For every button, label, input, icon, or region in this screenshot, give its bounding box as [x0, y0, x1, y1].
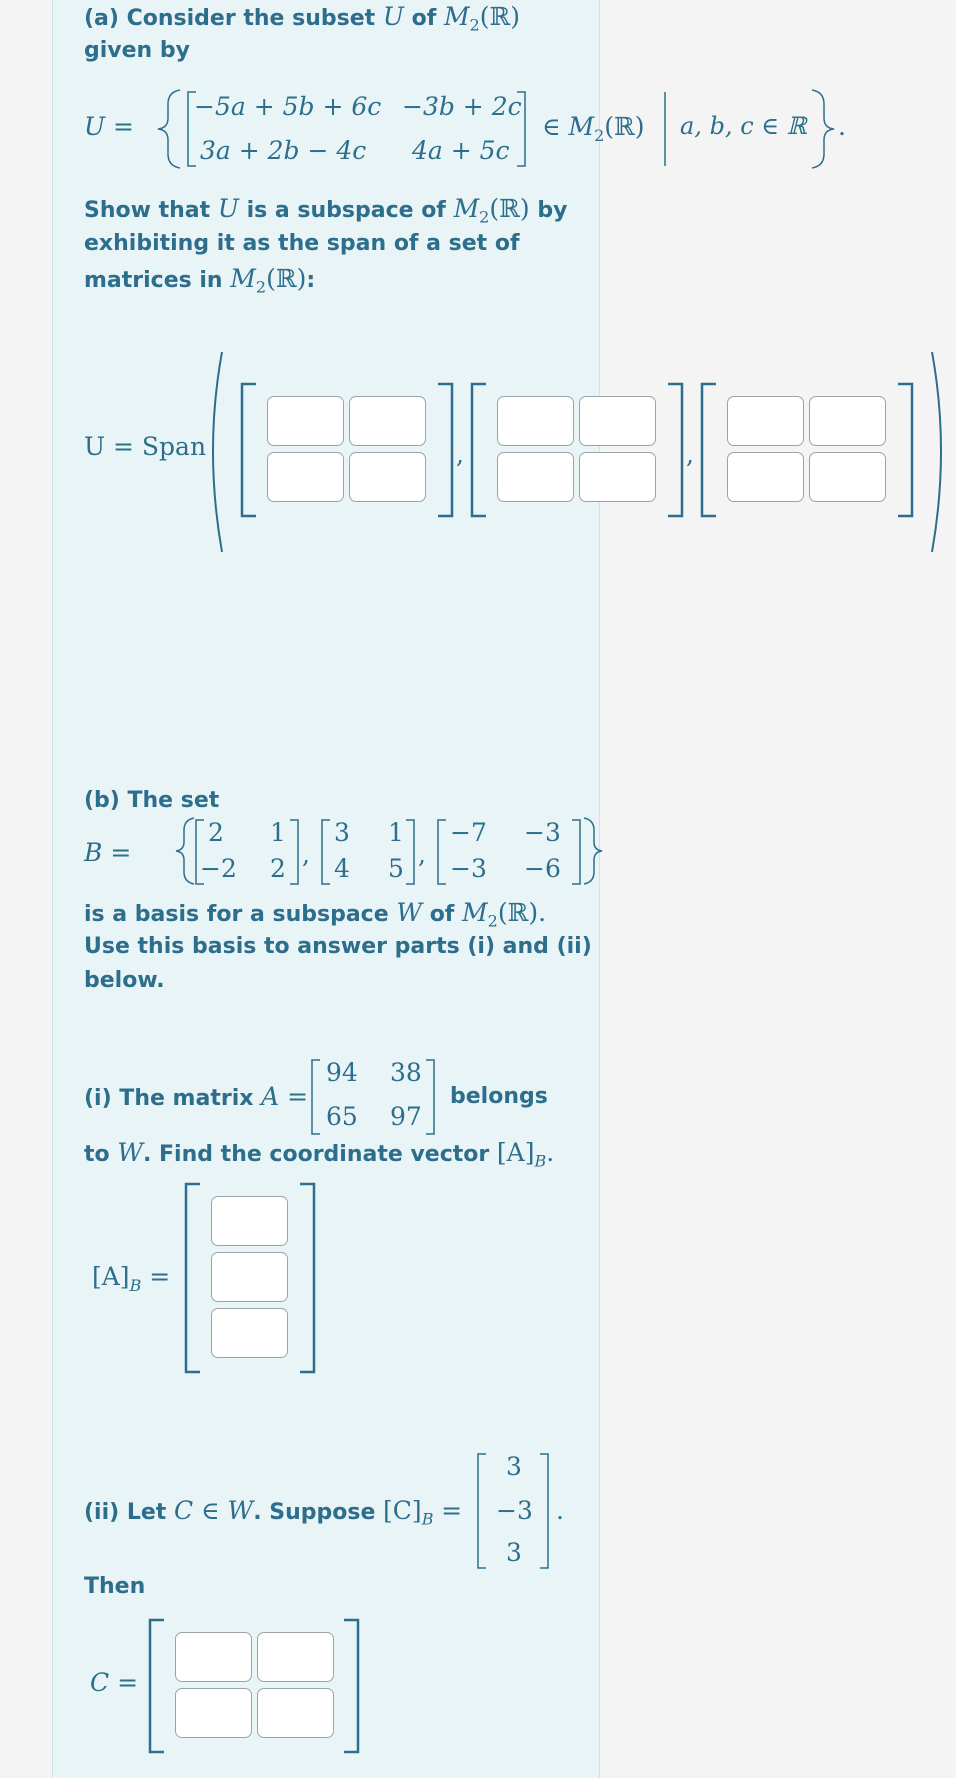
show-subspace-line-2: exhibiting it as the span of a set of: [84, 231, 520, 256]
part-b-intro: (b) The set: [84, 788, 220, 813]
span-m1-entry-22[interactable]: [349, 452, 426, 502]
a-entry-11: 94: [326, 1058, 358, 1087]
matrix-entry-11: −5a + 5b + 6c: [194, 92, 382, 121]
c-vec-entry-3: 3: [506, 1538, 522, 1567]
set-condition: a, b, c ∈ ℝ: [680, 112, 807, 140]
c-vec-entry-2: −3: [496, 1496, 533, 1525]
coord-a-entry-3[interactable]: [211, 1308, 288, 1358]
matrix-entry-12: −3b + 2c: [402, 92, 522, 121]
c-entry-12[interactable]: [257, 1632, 334, 1682]
c-entry-22[interactable]: [257, 1688, 334, 1738]
part-i-intro: (i) The matrix A =: [84, 1082, 309, 1111]
b-comma-2: ,: [418, 840, 426, 869]
a-entry-22: 97: [390, 1102, 422, 1131]
span-m2-entry-22[interactable]: [579, 452, 656, 502]
matrix-entry-22: 4a + 5c: [412, 136, 510, 165]
b2-entry-22: 5: [388, 854, 404, 883]
b2-entry-21: 4: [334, 854, 350, 883]
b-comma-1: ,: [302, 840, 310, 869]
b1-entry-11: 2: [208, 818, 224, 847]
span-m3-entry-12[interactable]: [809, 396, 886, 446]
part-a-intro: (a) Consider the subset U of $M_2(ℝ)$: [84, 2, 521, 35]
span-m3-entry-11[interactable]: [727, 396, 804, 446]
basis-line-1: is a basis for a subspace W of $M_2(ℝ)$.: [84, 898, 547, 931]
b3-entry-22: −6: [524, 854, 561, 883]
span-m2-entry-21[interactable]: [497, 452, 574, 502]
span-m1-entry-21[interactable]: [267, 452, 344, 502]
span-m1-entry-12[interactable]: [349, 396, 426, 446]
b2-entry-12: 1: [388, 818, 404, 847]
matrix-entry-21: 3a + 2b − 4c: [200, 136, 367, 165]
b3-entry-12: −3: [524, 818, 561, 847]
b1-entry-22: 2: [270, 854, 286, 883]
b2-entry-11: 3: [334, 818, 350, 847]
c-entry-21[interactable]: [175, 1688, 252, 1738]
span-m3-entry-21[interactable]: [727, 452, 804, 502]
b3-entry-21: −3: [450, 854, 487, 883]
belongs-text: belongs: [450, 1084, 548, 1109]
u-equals-label: U =: [84, 112, 134, 141]
part-a-given-by: given by: [84, 38, 190, 63]
find-coordinate-line: to W. Find the coordinate vector $[A]_B$.: [84, 1138, 555, 1171]
then-text: Then: [84, 1574, 146, 1599]
a-entry-21: 65: [326, 1102, 358, 1131]
span-m2-entry-12[interactable]: [579, 396, 656, 446]
basis-line-3: below.: [84, 968, 165, 993]
coord-a-entry-1[interactable]: [211, 1196, 288, 1246]
span-m1-entry-11[interactable]: [267, 396, 344, 446]
b3-entry-11: −7: [450, 818, 487, 847]
span-comma-2: ,: [686, 440, 694, 469]
span-label: U = Span: [84, 432, 207, 461]
b-equals-label: B =: [84, 838, 132, 867]
a-entry-12: 38: [390, 1058, 422, 1087]
c-vec-period: .: [556, 1496, 564, 1525]
span-m2-entry-11[interactable]: [497, 396, 574, 446]
part-ii-intro: (ii) Let C ∈ W. Suppose $[C]_B$ =: [84, 1496, 463, 1529]
c-equals-label: C =: [90, 1668, 139, 1697]
set-period: .: [838, 112, 846, 141]
show-subspace-line-3: matrices in $M_2(ℝ)$:: [84, 264, 316, 297]
a-b-label: $[A]_B$ =: [92, 1262, 171, 1295]
c-vec-entry-1: 3: [506, 1452, 522, 1481]
coord-a-entry-2[interactable]: [211, 1252, 288, 1302]
basis-line-2: Use this basis to answer parts (i) and (ii): [84, 934, 592, 959]
span-comma-1: ,: [456, 440, 464, 469]
element-of-m2: ∈ $M_2(ℝ)$: [542, 112, 645, 145]
show-subspace-line-1: Show that U is a subspace of $M_2(ℝ)$ by: [84, 194, 568, 227]
b1-entry-21: −2: [200, 854, 237, 883]
span-m3-entry-22[interactable]: [809, 452, 886, 502]
b1-entry-12: 1: [270, 818, 286, 847]
c-entry-11[interactable]: [175, 1632, 252, 1682]
